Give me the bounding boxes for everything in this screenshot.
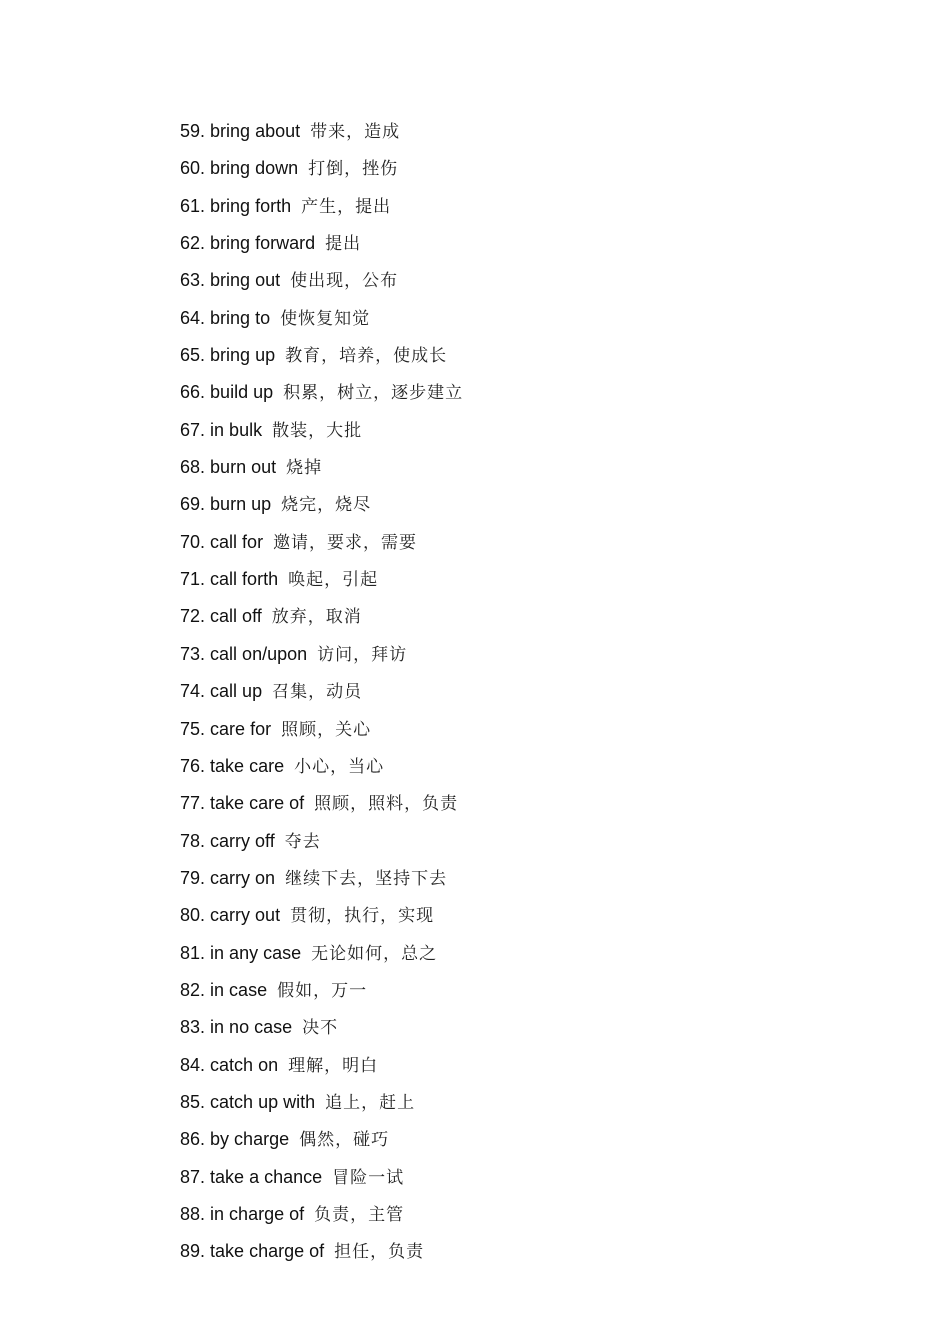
entry-meaning: 偶然，碰巧 <box>299 1130 390 1151</box>
entry-meaning: 烧完，烧尽 <box>281 495 372 516</box>
list-item <box>180 228 463 265</box>
entry-number: 89. <box>180 1241 206 1262</box>
list-item <box>180 1012 463 1049</box>
entry-meaning: 使恢复知觉 <box>280 308 371 329</box>
entry-number: 61. <box>180 195 206 216</box>
list-item <box>180 1050 463 1087</box>
entry-phrase: bring out <box>210 270 281 291</box>
entry-meaning: 冒险一试 <box>332 1167 405 1188</box>
entry-phrase: in any case <box>210 942 302 963</box>
entry-number: 74. <box>180 681 206 702</box>
list-item <box>180 116 463 153</box>
entry-number: 67. <box>180 419 206 440</box>
list-item <box>180 489 463 526</box>
entry-number: 70. <box>180 531 206 552</box>
entry-number: 62. <box>180 233 206 254</box>
entry-number: 79. <box>180 867 206 888</box>
entry-meaning: 假如，万一 <box>277 980 368 1001</box>
entry-meaning: 照顾，照料，负责 <box>314 794 459 815</box>
entry-phrase: take care <box>210 755 285 776</box>
phrase-list <box>180 116 463 1274</box>
list-item <box>180 1162 463 1199</box>
entry-meaning: 使出现，公布 <box>290 271 399 292</box>
list-item <box>180 303 463 340</box>
entry-number: 87. <box>180 1166 206 1187</box>
list-item <box>180 564 463 601</box>
entry-phrase: carry on <box>210 867 276 888</box>
entry-phrase: in case <box>210 979 268 1000</box>
list-item <box>180 938 463 975</box>
entry-number: 64. <box>180 307 206 328</box>
entry-meaning: 理解，明白 <box>288 1055 379 1076</box>
entry-number: 65. <box>180 345 206 366</box>
list-item <box>180 340 463 377</box>
entry-meaning: 邀请，要求，需要 <box>273 532 418 553</box>
list-item <box>180 639 463 676</box>
entry-number: 80. <box>180 905 206 926</box>
entry-phrase: build up <box>210 382 274 403</box>
entry-phrase: in no case <box>210 1017 293 1038</box>
list-item <box>180 265 463 302</box>
entry-phrase: take charge of <box>210 1241 325 1262</box>
entry-number: 86. <box>180 1129 206 1150</box>
entry-meaning: 继续下去，坚持下去 <box>285 868 448 889</box>
entry-phrase: bring about <box>210 121 301 141</box>
list-item <box>180 975 463 1012</box>
entry-number: 88. <box>180 1203 206 1224</box>
entry-phrase: catch on <box>210 1054 279 1075</box>
list-item <box>180 452 463 489</box>
entry-meaning: 产生，提出 <box>301 196 392 217</box>
list-item <box>180 863 463 900</box>
entry-phrase: call on/upon <box>210 643 308 664</box>
list-item <box>180 1124 463 1161</box>
entry-number: 72. <box>180 606 206 627</box>
list-item <box>180 714 463 751</box>
entry-number: 78. <box>180 830 206 851</box>
entry-number: 59. <box>180 121 206 141</box>
entry-phrase: take a chance <box>210 1166 323 1187</box>
entry-phrase: burn out <box>210 457 277 478</box>
entry-meaning: 积累，树立，逐步建立 <box>283 383 464 404</box>
list-item <box>180 527 463 564</box>
entry-meaning: 担任，负责 <box>334 1242 425 1263</box>
entry-meaning: 贯彻，执行，实现 <box>290 906 435 927</box>
entry-number: 77. <box>180 793 206 814</box>
entry-meaning: 访问，拜访 <box>317 644 408 665</box>
entry-number: 63. <box>180 270 206 291</box>
list-item <box>180 1087 463 1124</box>
entry-number: 85. <box>180 1091 206 1112</box>
entry-meaning: 夺去 <box>284 831 321 852</box>
entry-meaning: 提出 <box>325 234 362 255</box>
entry-phrase: catch up with <box>210 1091 316 1112</box>
entry-meaning: 照顾，关心 <box>281 719 372 740</box>
entry-phrase: in bulk <box>210 419 263 440</box>
entry-number: 71. <box>180 569 206 590</box>
list-item <box>180 676 463 713</box>
list-item <box>180 788 463 825</box>
entry-phrase: in charge of <box>210 1203 305 1224</box>
entry-meaning: 教育，培养，使成长 <box>285 346 448 367</box>
entry-phrase: carry off <box>210 830 275 851</box>
entry-meaning: 无论如何，总之 <box>311 943 438 964</box>
entry-meaning: 小心，当心 <box>294 756 385 777</box>
list-item <box>180 1199 463 1236</box>
list-item <box>180 153 463 190</box>
entry-phrase: bring up <box>210 345 276 366</box>
list-item <box>180 1236 463 1273</box>
entry-meaning: 打倒，挫伤 <box>308 159 399 180</box>
list-item <box>180 751 463 788</box>
list-item <box>180 377 463 414</box>
list-item <box>180 900 463 937</box>
list-item <box>180 191 463 228</box>
entry-number: 76. <box>180 755 206 776</box>
entry-phrase: bring to <box>210 307 271 328</box>
entry-phrase: burn up <box>210 494 272 515</box>
entry-phrase: call forth <box>210 569 279 590</box>
entry-meaning: 追上，赶上 <box>325 1092 416 1113</box>
entry-number: 66. <box>180 382 206 403</box>
entry-phrase: bring forth <box>210 195 292 216</box>
entry-number: 82. <box>180 979 206 1000</box>
entry-meaning: 决不 <box>302 1018 339 1039</box>
entry-meaning: 散装，大批 <box>272 420 363 441</box>
entry-number: 69. <box>180 494 206 515</box>
entry-phrase: bring down <box>210 158 299 179</box>
entry-phrase: call for <box>210 531 264 552</box>
entry-number: 75. <box>180 718 206 739</box>
entry-meaning: 负责，主管 <box>314 1204 405 1225</box>
entry-meaning: 放弃，取消 <box>271 607 362 628</box>
entry-phrase: carry out <box>210 905 281 926</box>
entry-number: 73. <box>180 643 206 664</box>
entry-phrase: call off <box>210 606 262 627</box>
list-item <box>180 601 463 638</box>
entry-phrase: care for <box>210 718 272 739</box>
entry-phrase: take care of <box>210 793 305 814</box>
list-item <box>180 826 463 863</box>
entry-number: 83. <box>180 1017 206 1038</box>
entry-phrase: by charge <box>210 1129 290 1150</box>
entry-meaning: 唤起，引起 <box>288 570 379 591</box>
entry-number: 60. <box>180 158 206 179</box>
entry-number: 84. <box>180 1054 206 1075</box>
entry-phrase: call up <box>210 681 263 702</box>
list-item <box>180 415 463 452</box>
entry-meaning: 烧掉 <box>286 458 323 479</box>
entry-meaning: 带来，造成 <box>310 122 401 142</box>
entry-number: 81. <box>180 942 206 963</box>
entry-phrase: bring forward <box>210 233 316 254</box>
entry-meaning: 召集，动员 <box>272 682 363 703</box>
entry-number: 68. <box>180 457 206 478</box>
